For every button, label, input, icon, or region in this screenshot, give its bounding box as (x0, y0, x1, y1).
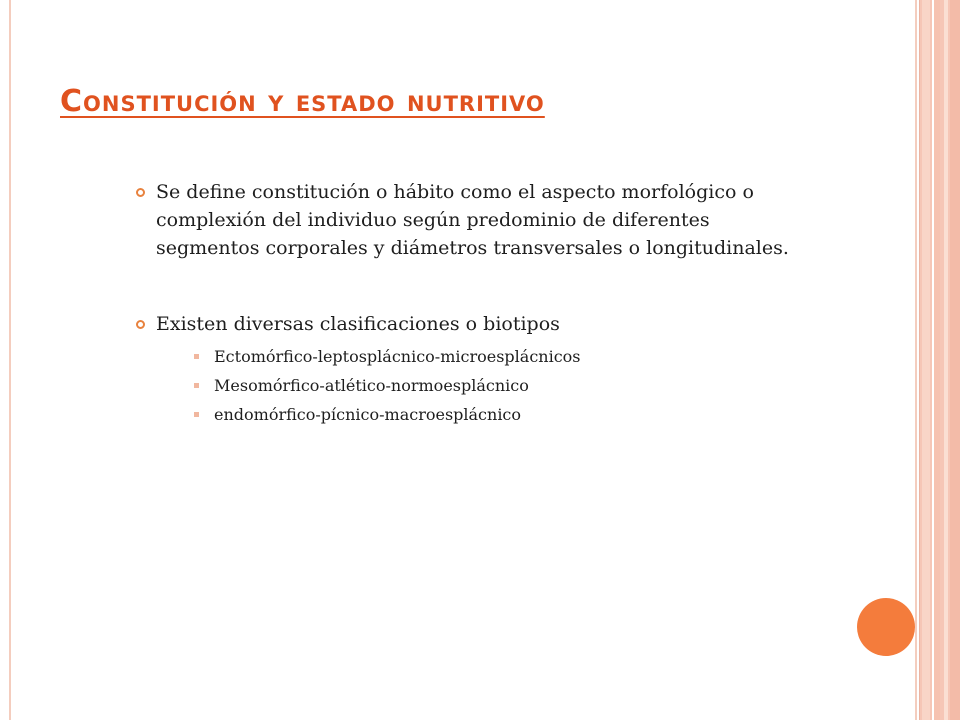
bullet-item (136, 178, 806, 262)
side-band-stripe (934, 0, 940, 720)
bullet-text: Existen diversas clasificaciones o biotipos (156, 313, 560, 335)
ring-bullet-icon (136, 188, 145, 197)
bullet-text: Se define constitución o hábito como el aspecto morfológico o complexión del individuo según predominio de diferentes segmentos corporales y diámetros transversales o longitudinales. (156, 181, 789, 259)
decorative-circle-icon (857, 598, 915, 656)
bullet-item (136, 310, 856, 429)
slide-title: Constitución y estado nutritivo (60, 84, 545, 119)
sub-bullet-item (192, 371, 856, 400)
side-band-stripe (944, 0, 948, 720)
side-band-stripe (922, 0, 930, 720)
sub-bullet-list (192, 342, 856, 429)
ring-bullet-icon (136, 320, 145, 329)
square-bullet-icon (194, 412, 199, 417)
bullet-list (136, 178, 856, 429)
sub-bullet-item (192, 342, 856, 371)
square-bullet-icon (194, 383, 199, 388)
square-bullet-icon (194, 354, 199, 359)
sub-bullet-item (192, 400, 856, 429)
sub-bullet-text: Ectomórfico-leptosplácnico-microesplácnicos (214, 347, 581, 366)
sub-bullet-text: endomórfico-pícnico-macroesplácnico (214, 405, 522, 424)
sub-bullet-text: Mesomórfico-atlético-normoesplácnico (214, 376, 529, 395)
side-band-stripe (950, 0, 960, 720)
